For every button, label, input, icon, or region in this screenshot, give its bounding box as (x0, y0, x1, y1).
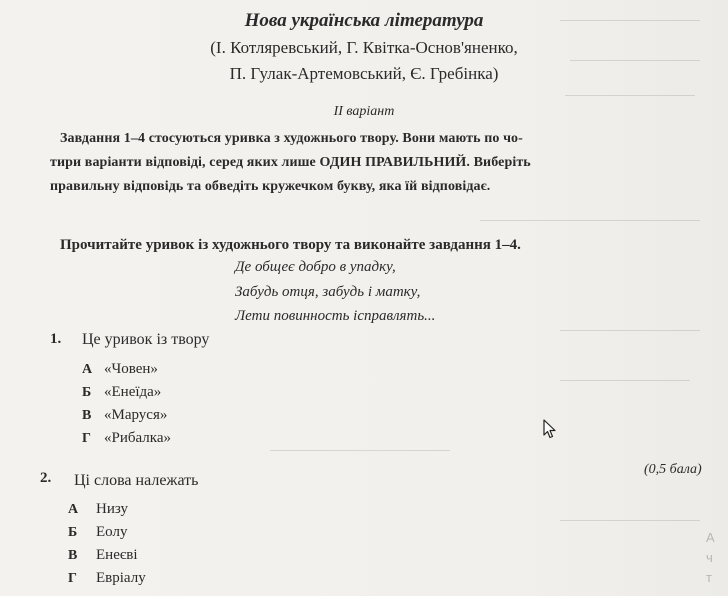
option-letter-b[interactable]: Б (68, 525, 78, 540)
option-text: Евріалу (96, 570, 146, 586)
option-letter-b[interactable]: Б (82, 385, 92, 400)
bleed-through-line (270, 450, 450, 451)
question-text: Ці слова належать (74, 472, 199, 489)
bleed-through-line (560, 380, 690, 381)
variant-label: ІІ варіант (333, 104, 395, 119)
mouse-cursor-icon (543, 419, 557, 439)
poem-line-1: Де общеє добро в упадку, (235, 259, 396, 275)
bleed-through-line (570, 60, 700, 61)
option-letter-v[interactable]: В (68, 548, 78, 563)
question-text: Це уривок із твору (82, 331, 210, 348)
option-letter-a[interactable]: А (68, 502, 79, 517)
authors-line-2: П. Гулак-Артемовський, Є. Гребінка) (229, 64, 499, 83)
bleed-through-line (560, 330, 700, 331)
option-text: Еолу (96, 524, 128, 540)
option-letter-v[interactable]: В (82, 408, 92, 423)
question-number: 1. (50, 331, 62, 347)
authors-line-1: (І. Котляревський, Г. Квітка-Основ'яненко, (210, 38, 518, 57)
page-title: Нова українська література (244, 10, 484, 31)
bleed-through-line (480, 220, 700, 221)
bleed-through-line (565, 95, 695, 96)
option-text: Низу (96, 501, 128, 517)
read-prompt: Прочитайте уривок із художнього твору та виконайте завдання 1–4. (60, 237, 521, 253)
instructions-line-1: Завдання 1–4 стосуються уривка з художнього твору. Вони мають по чо- (60, 131, 523, 146)
option-letter-a[interactable]: А (82, 362, 93, 377)
bleed-through-line (560, 520, 700, 521)
option-letter-h[interactable]: Г (82, 431, 91, 446)
option-letter-h[interactable]: Г (68, 571, 77, 586)
poem-line-3: Лети повинность ісправлять... (235, 308, 436, 324)
question-number: 2. (40, 470, 52, 486)
poem-line-2: Забудь отця, забудь і матку, (235, 284, 421, 300)
instructions-line-3: правильну відповідь та обведіть кружечком букву, яка їй відповідає. (50, 179, 491, 194)
option-text: «Човен» (104, 361, 158, 377)
option-text: «Маруся» (104, 407, 168, 423)
instructions-line-2: тири варіанти відповіді, серед яких лише ОДИН ПРАВИЛЬНИЙ. Виберіть (50, 155, 531, 170)
option-text: «Рибалка» (104, 430, 171, 446)
score-label: (0,5 бала) (644, 462, 702, 477)
edge-bleed-text: А ч т (706, 530, 715, 585)
option-text: «Енеїда» (104, 384, 162, 400)
option-text: Енеєві (96, 547, 138, 563)
